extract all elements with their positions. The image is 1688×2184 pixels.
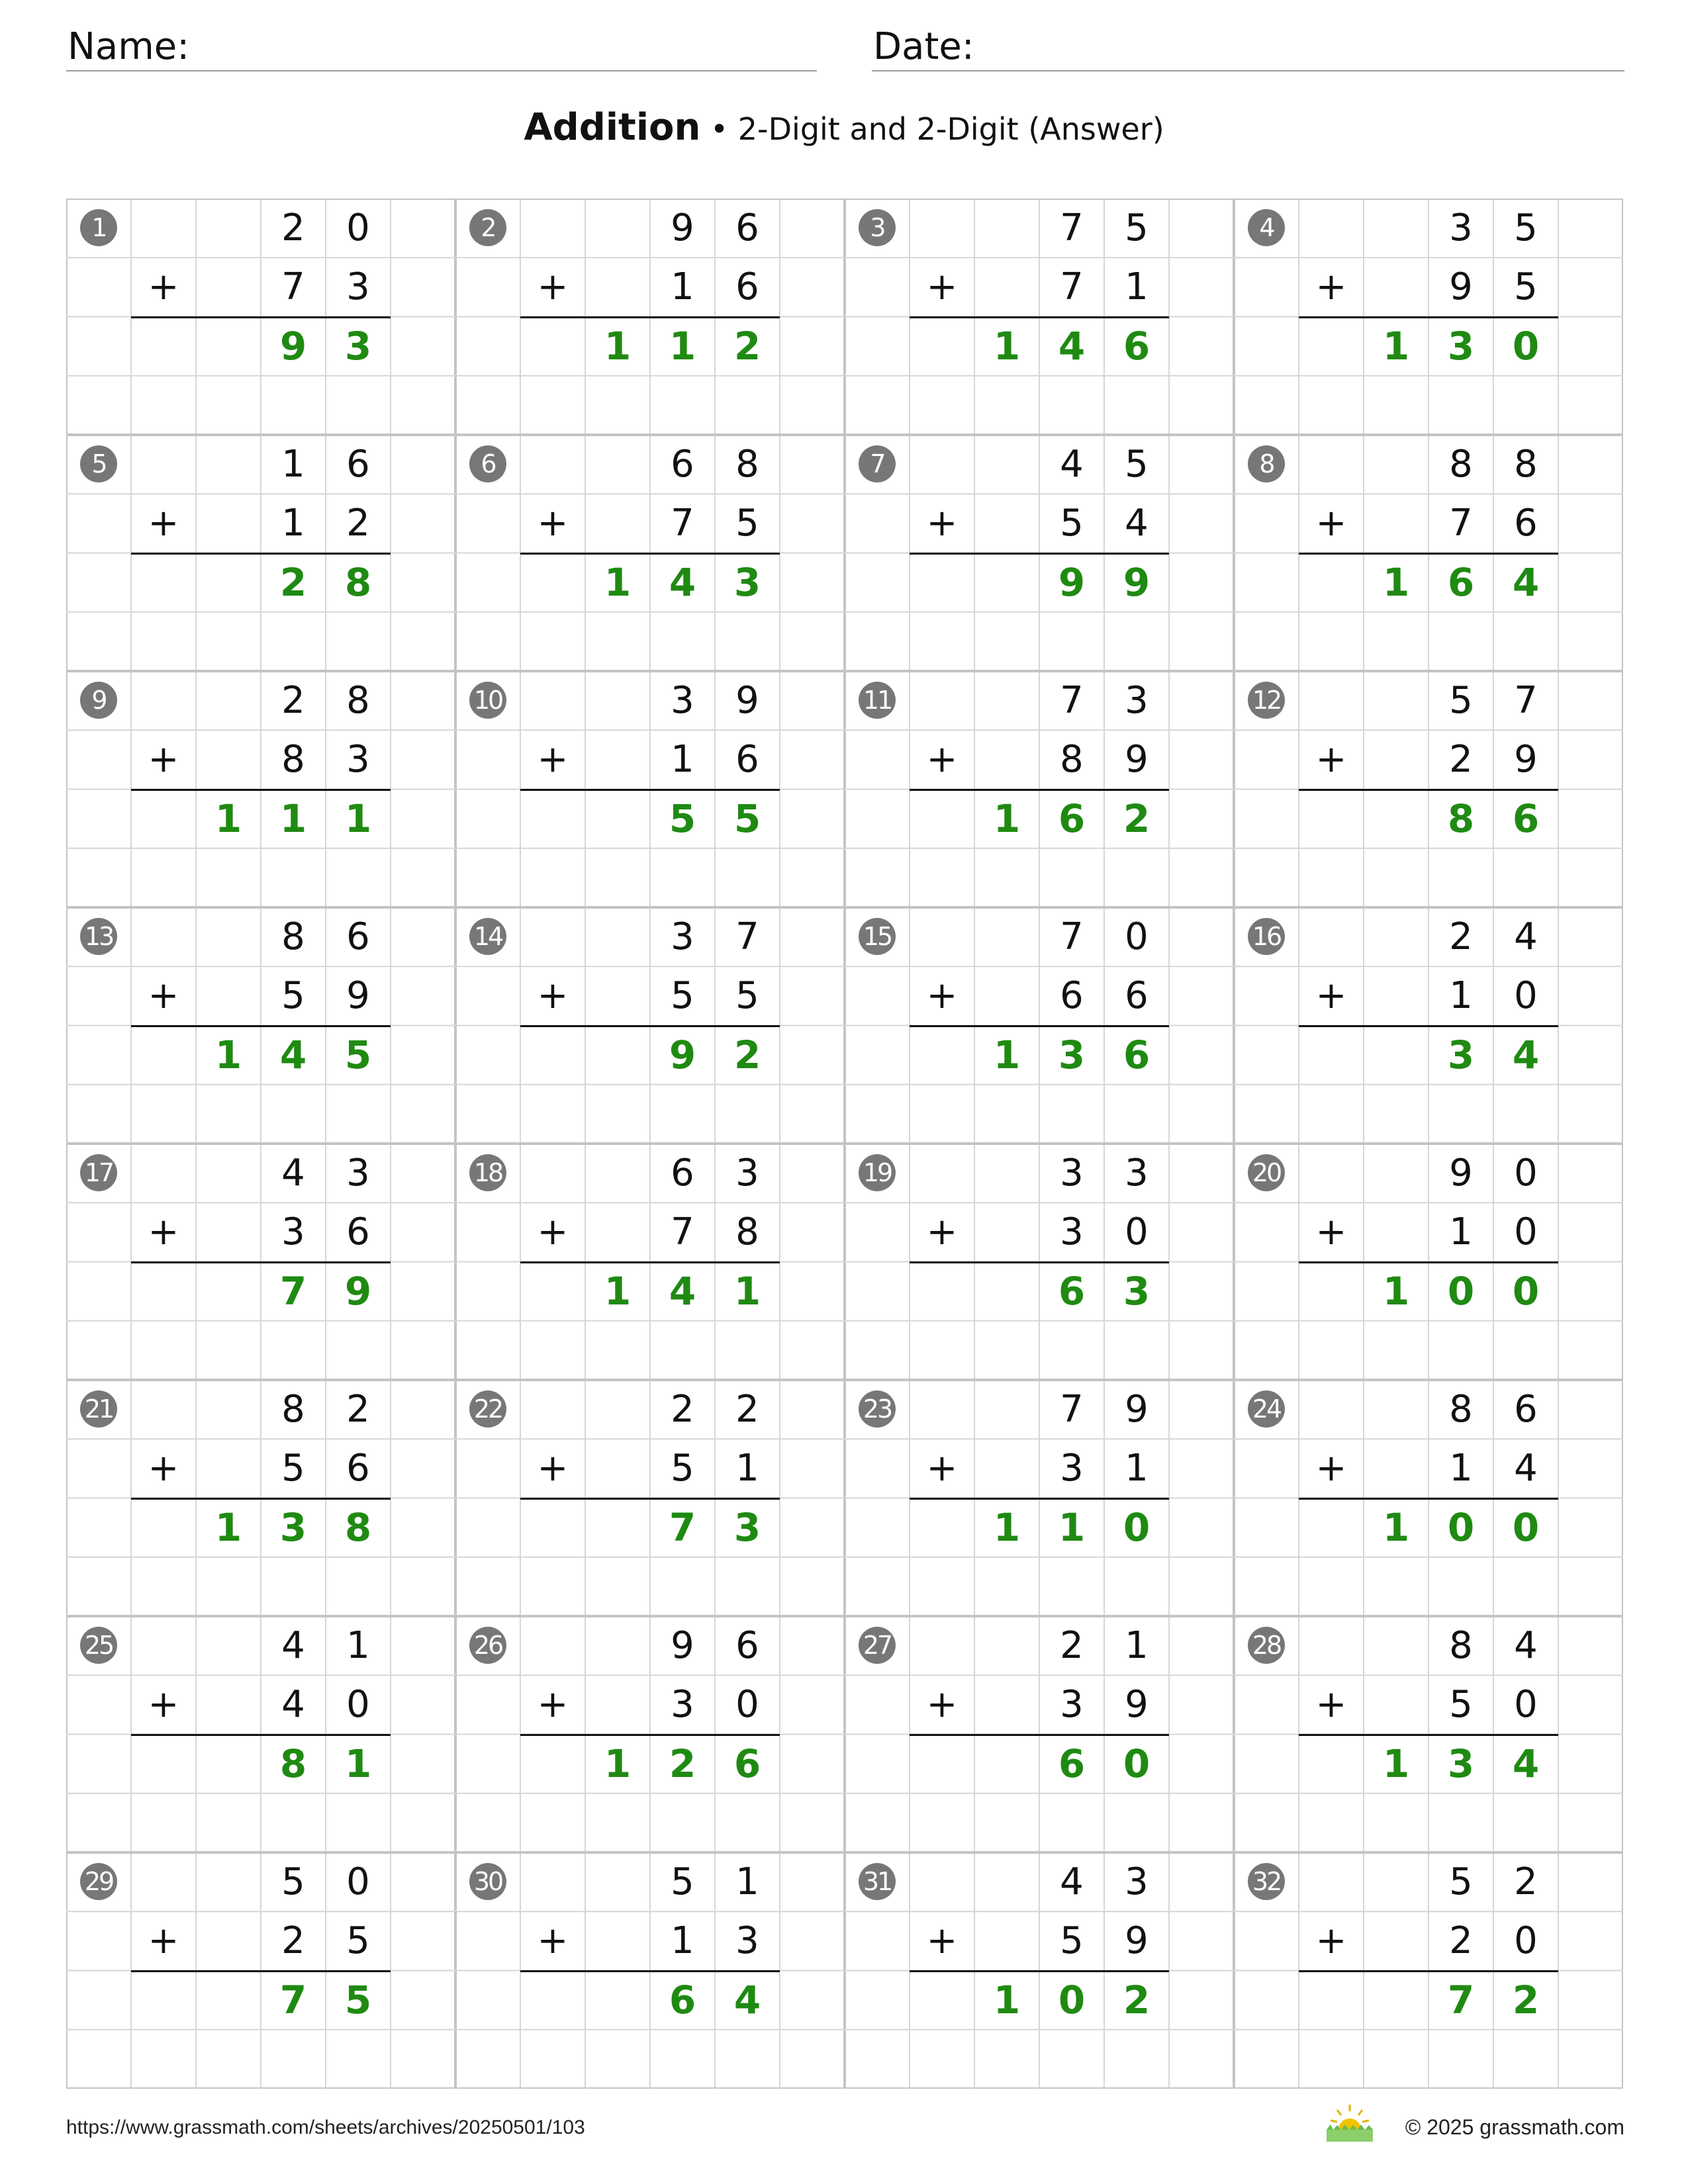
- addend-top-digit: 4: [281, 1152, 305, 1195]
- addend-top-digit: 9: [671, 1624, 694, 1668]
- addend-bottom-digit: 0: [1514, 1919, 1538, 1963]
- answer-digit: 3: [344, 324, 372, 369]
- problem-number-badge: 14: [469, 918, 506, 955]
- answer-digit: 8: [344, 1505, 372, 1551]
- answer-digit: 1: [1382, 560, 1410, 606]
- plus-sign: +: [537, 502, 569, 545]
- plus-sign: +: [148, 1683, 179, 1727]
- answer-digit: 0: [1123, 1505, 1150, 1551]
- footer-url: https://www.grassmath.com/sheets/archives/20250501/103: [66, 2116, 585, 2138]
- problem-number-badge: 20: [1248, 1154, 1285, 1191]
- plus-sign: +: [1315, 1919, 1347, 1963]
- plus-sign: +: [148, 265, 179, 309]
- answer-digit: 4: [1058, 324, 1086, 369]
- sun-over-grass-icon: [1324, 2102, 1376, 2143]
- answer-digit: 4: [1512, 560, 1540, 606]
- addend-bottom-digit: 2: [1449, 738, 1473, 782]
- addend-bottom-digit: 1: [1449, 974, 1473, 1018]
- problem-number-badge: 17: [80, 1154, 117, 1191]
- addend-bottom-digit: 2: [346, 502, 370, 545]
- addend-bottom-digit: 9: [1125, 1683, 1149, 1727]
- plus-sign: +: [926, 1683, 958, 1727]
- problem-number-badge: 9: [80, 682, 117, 719]
- plus-sign: +: [1315, 738, 1347, 782]
- answer-digit: 3: [733, 560, 761, 606]
- addend-bottom-digit: 4: [1125, 502, 1149, 545]
- answer-digit: 1: [214, 796, 242, 842]
- addend-top-digit: 3: [671, 915, 694, 959]
- addend-bottom-digit: 9: [1125, 1919, 1149, 1963]
- addend-top-digit: 5: [1449, 679, 1473, 723]
- addend-top-digit: 0: [1125, 915, 1149, 959]
- addend-top-digit: 9: [1125, 1388, 1149, 1432]
- answer-digit: 1: [1382, 1741, 1410, 1787]
- addend-bottom-digit: 0: [735, 1683, 759, 1727]
- plus-sign: +: [926, 265, 958, 309]
- problem-number-badge: 32: [1248, 1863, 1285, 1900]
- answer-digit: 9: [279, 324, 307, 369]
- addend-bottom-digit: 5: [671, 974, 694, 1018]
- addend-top-digit: 4: [1060, 443, 1084, 486]
- problem-number-badge: 31: [859, 1863, 896, 1900]
- plus-sign: +: [537, 1919, 569, 1963]
- answer-digit: 1: [604, 1269, 632, 1314]
- addend-top-digit: 3: [671, 679, 694, 723]
- answer-digit: 1: [604, 1741, 632, 1787]
- answer-digit: 9: [1058, 560, 1086, 606]
- problem-number-badge: 24: [1248, 1390, 1285, 1428]
- addend-top-digit: 6: [1514, 1388, 1538, 1432]
- addend-bottom-digit: 1: [281, 502, 305, 545]
- answer-digit: 1: [214, 1032, 242, 1078]
- problem-number-badge: 16: [1248, 918, 1285, 955]
- addend-top-digit: 6: [735, 206, 759, 250]
- addend-top-digit: 8: [1449, 443, 1473, 486]
- addend-bottom-digit: 5: [1060, 1919, 1084, 1963]
- answer-digit: 2: [279, 560, 307, 606]
- date-field[interactable]: [872, 20, 1624, 71]
- addend-top-digit: 8: [1514, 443, 1538, 486]
- plus-sign: +: [1315, 1683, 1347, 1727]
- answer-digit: 0: [1447, 1269, 1475, 1314]
- problem-number-badge: 11: [859, 682, 896, 719]
- answer-digit: 3: [1123, 1269, 1150, 1314]
- answer-digit: 7: [279, 1269, 307, 1314]
- addend-bottom-digit: 6: [1125, 974, 1149, 1018]
- addend-bottom-digit: 2: [281, 1919, 305, 1963]
- answer-digit: 1: [1058, 1505, 1086, 1551]
- answer-digit: 0: [1512, 1269, 1540, 1314]
- addend-top-digit: 0: [1514, 1152, 1538, 1195]
- plus-sign: +: [148, 1919, 179, 1963]
- answer-digit: 8: [1447, 796, 1475, 842]
- answer-digit: 1: [1382, 1269, 1410, 1314]
- problem-number-badge: 1: [80, 209, 117, 246]
- addend-bottom-digit: 6: [735, 265, 759, 309]
- addend-bottom-digit: 7: [671, 1210, 694, 1254]
- addend-top-digit: 8: [281, 1388, 305, 1432]
- answer-digit: 4: [279, 1032, 307, 1078]
- addend-top-digit: 5: [1125, 206, 1149, 250]
- addend-bottom-digit: 3: [1060, 1210, 1084, 1254]
- plus-sign: +: [926, 738, 958, 782]
- answer-digit: 5: [344, 1978, 372, 2023]
- addend-bottom-digit: 7: [1060, 265, 1084, 309]
- date-label: Date:: [873, 25, 974, 68]
- addend-top-digit: 3: [1125, 1860, 1149, 1904]
- addend-top-digit: 3: [346, 1152, 370, 1195]
- answer-digit: 2: [669, 1741, 696, 1787]
- answer-digit: 9: [669, 1032, 696, 1078]
- plus-sign: +: [537, 1683, 569, 1727]
- answer-digit: 6: [1123, 324, 1150, 369]
- addend-bottom-digit: 3: [281, 1210, 305, 1254]
- answer-digit: 6: [1512, 796, 1540, 842]
- addend-bottom-digit: 1: [671, 738, 694, 782]
- addend-top-digit: 2: [346, 1388, 370, 1432]
- addend-bottom-digit: 6: [735, 738, 759, 782]
- worksheet-title: [0, 106, 1688, 149]
- answer-digit: 2: [1512, 1978, 1540, 2023]
- addend-top-digit: 3: [1449, 206, 1473, 250]
- answer-digit: 6: [1447, 560, 1475, 606]
- problem-number-badge: 6: [469, 445, 506, 482]
- plus-sign: +: [926, 974, 958, 1018]
- answer-digit: 1: [604, 560, 632, 606]
- addend-top-digit: 2: [671, 1388, 694, 1432]
- answer-digit: 1: [1382, 1505, 1410, 1551]
- addend-top-digit: 7: [1514, 679, 1538, 723]
- plus-sign: +: [537, 1447, 569, 1490]
- plus-sign: +: [926, 1210, 958, 1254]
- problem-number-badge: 2: [469, 209, 506, 246]
- problem-number-badge: 12: [1248, 682, 1285, 719]
- answer-digit: 2: [1123, 796, 1150, 842]
- addend-bottom-digit: 3: [671, 1683, 694, 1727]
- problem-number-badge: 7: [859, 445, 896, 482]
- addend-bottom-digit: 8: [281, 738, 305, 782]
- problem-number-badge: 18: [469, 1154, 506, 1191]
- answer-digit: 2: [1123, 1978, 1150, 2023]
- answer-digit: 1: [993, 1505, 1021, 1551]
- addend-bottom-digit: 5: [281, 1447, 305, 1490]
- problem-number-badge: 19: [859, 1154, 896, 1191]
- addend-bottom-digit: 7: [281, 265, 305, 309]
- problem-number-badge: 4: [1248, 209, 1285, 246]
- problem-number-badge: 25: [80, 1627, 117, 1664]
- addend-bottom-digit: 9: [346, 974, 370, 1018]
- answer-digit: 4: [669, 1269, 696, 1314]
- addend-bottom-digit: 7: [1449, 502, 1473, 545]
- addend-bottom-digit: 5: [1449, 1683, 1473, 1727]
- addend-bottom-digit: 0: [346, 1683, 370, 1727]
- addend-bottom-digit: 7: [671, 502, 694, 545]
- addend-top-digit: 6: [671, 1152, 694, 1195]
- addend-bottom-digit: 5: [671, 1447, 694, 1490]
- name-label: Name:: [68, 25, 190, 68]
- answer-digit: 3: [279, 1505, 307, 1551]
- problem-number-badge: 22: [469, 1390, 506, 1428]
- addend-top-digit: 8: [281, 915, 305, 959]
- addend-top-digit: 6: [735, 1624, 759, 1668]
- answer-digit: 9: [1123, 560, 1150, 606]
- addend-top-digit: 3: [1125, 1152, 1149, 1195]
- plus-sign: +: [926, 1447, 958, 1490]
- problem-grid: [66, 199, 1623, 2089]
- answer-digit: 8: [279, 1741, 307, 1787]
- name-field[interactable]: [66, 20, 817, 71]
- title-bullet: •: [700, 111, 738, 147]
- addend-top-digit: 4: [1060, 1860, 1084, 1904]
- problem-number-badge: 8: [1248, 445, 1285, 482]
- title-sub: 2-Digit and 2-Digit (Answer): [737, 111, 1164, 147]
- answer-digit: 3: [1447, 324, 1475, 369]
- answer-digit: 4: [669, 560, 696, 606]
- addend-top-digit: 2: [735, 1388, 759, 1432]
- addend-top-digit: 6: [671, 443, 694, 486]
- answer-digit: 1: [669, 324, 696, 369]
- answer-digit: 1: [604, 324, 632, 369]
- addend-top-digit: 7: [1060, 206, 1084, 250]
- addend-top-digit: 1: [1125, 1624, 1149, 1668]
- addend-top-digit: 6: [346, 443, 370, 486]
- addend-top-digit: 5: [1125, 443, 1149, 486]
- answer-digit: 6: [1123, 1032, 1150, 1078]
- answer-digit: 2: [733, 1032, 761, 1078]
- problem-number-badge: 10: [469, 682, 506, 719]
- addend-bottom-digit: 2: [1449, 1919, 1473, 1963]
- plus-sign: +: [1315, 502, 1347, 545]
- addend-top-digit: 1: [346, 1624, 370, 1668]
- answer-digit: 0: [1512, 324, 1540, 369]
- problem-number-badge: 15: [859, 918, 896, 955]
- addend-top-digit: 7: [1060, 1388, 1084, 1432]
- plus-sign: +: [537, 265, 569, 309]
- answer-digit: 5: [669, 796, 696, 842]
- answer-digit: 7: [1447, 1978, 1475, 2023]
- addend-top-digit: 8: [346, 679, 370, 723]
- answer-digit: 3: [733, 1505, 761, 1551]
- addend-bottom-digit: 1: [1449, 1447, 1473, 1490]
- addend-top-digit: 7: [735, 915, 759, 959]
- addend-top-digit: 3: [1125, 679, 1149, 723]
- answer-digit: 1: [279, 796, 307, 842]
- addend-bottom-digit: 3: [346, 265, 370, 309]
- addend-top-digit: 5: [1514, 206, 1538, 250]
- answer-digit: 4: [1512, 1741, 1540, 1787]
- problem-number-badge: 28: [1248, 1627, 1285, 1664]
- addend-bottom-digit: 0: [1514, 1210, 1538, 1254]
- plus-sign: +: [537, 1210, 569, 1254]
- addend-bottom-digit: 1: [1125, 1447, 1149, 1490]
- problem-number-badge: 26: [469, 1627, 506, 1664]
- answer-digit: 5: [733, 796, 761, 842]
- addend-top-digit: 6: [346, 915, 370, 959]
- addend-top-digit: 1: [735, 1860, 759, 1904]
- answer-digit: 1: [214, 1505, 242, 1551]
- problem-number-badge: 29: [80, 1863, 117, 1900]
- addend-bottom-digit: 4: [281, 1683, 305, 1727]
- answer-digit: 3: [1058, 1032, 1086, 1078]
- addend-top-digit: 2: [281, 206, 305, 250]
- addend-bottom-digit: 5: [1514, 265, 1538, 309]
- addend-bottom-digit: 6: [346, 1447, 370, 1490]
- addend-bottom-digit: 1: [1449, 1210, 1473, 1254]
- plus-sign: +: [148, 738, 179, 782]
- answer-digit: 9: [344, 1269, 372, 1314]
- plus-sign: +: [148, 1447, 179, 1490]
- plus-sign: +: [148, 1210, 179, 1254]
- answer-digit: 1: [344, 1741, 372, 1787]
- addend-bottom-digit: 1: [671, 1919, 694, 1963]
- problem-number-badge: 23: [859, 1390, 896, 1428]
- answer-digit: 4: [733, 1978, 761, 2023]
- addend-top-digit: 5: [281, 1860, 305, 1904]
- addend-bottom-digit: 6: [1514, 502, 1538, 545]
- answer-digit: 0: [1447, 1505, 1475, 1551]
- answer-digit: 0: [1123, 1741, 1150, 1787]
- addend-top-digit: 8: [1449, 1388, 1473, 1432]
- addend-top-digit: 8: [735, 443, 759, 486]
- addend-top-digit: 0: [346, 206, 370, 250]
- problem-number-badge: 5: [80, 445, 117, 482]
- problem-number-badge: 30: [469, 1863, 506, 1900]
- answer-digit: 2: [733, 324, 761, 369]
- answer-digit: 1: [733, 1269, 761, 1314]
- addend-top-digit: 2: [1514, 1860, 1538, 1904]
- answer-digit: 4: [1512, 1032, 1540, 1078]
- addend-bottom-digit: 9: [1449, 265, 1473, 309]
- addend-top-digit: 8: [1449, 1624, 1473, 1668]
- plus-sign: +: [148, 974, 179, 1018]
- addend-top-digit: 2: [1060, 1624, 1084, 1668]
- answer-digit: 0: [1512, 1505, 1540, 1551]
- addend-bottom-digit: 3: [1060, 1683, 1084, 1727]
- addend-bottom-digit: 9: [1125, 738, 1149, 782]
- addend-top-digit: 4: [281, 1624, 305, 1668]
- addend-bottom-digit: 6: [346, 1210, 370, 1254]
- addend-bottom-digit: 5: [735, 502, 759, 545]
- answer-digit: 3: [1447, 1032, 1475, 1078]
- addend-bottom-digit: 5: [1060, 502, 1084, 545]
- answer-digit: 6: [1058, 1269, 1086, 1314]
- problem-number-badge: 21: [80, 1390, 117, 1428]
- problem-number-badge: 3: [859, 209, 896, 246]
- answer-digit: 6: [1058, 1741, 1086, 1787]
- addend-bottom-digit: 8: [735, 1210, 759, 1254]
- answer-digit: 1: [1382, 324, 1410, 369]
- addend-top-digit: 1: [281, 443, 305, 486]
- problem-number-badge: 27: [859, 1627, 896, 1664]
- addend-top-digit: 3: [735, 1152, 759, 1195]
- addend-top-digit: 4: [1514, 1624, 1538, 1668]
- addend-bottom-digit: 1: [1125, 265, 1149, 309]
- addend-bottom-digit: 1: [671, 265, 694, 309]
- addend-top-digit: 2: [1449, 915, 1473, 959]
- plus-sign: +: [926, 1919, 958, 1963]
- answer-digit: 7: [279, 1978, 307, 2023]
- addend-top-digit: 4: [1514, 915, 1538, 959]
- addend-top-digit: 5: [671, 1860, 694, 1904]
- problem-number-badge: 13: [80, 918, 117, 955]
- answer-digit: 6: [733, 1741, 761, 1787]
- title-main: Addition: [524, 106, 701, 149]
- addend-top-digit: 9: [1449, 1152, 1473, 1195]
- answer-digit: 5: [344, 1032, 372, 1078]
- addend-bottom-digit: 0: [1125, 1210, 1149, 1254]
- addend-bottom-digit: 8: [1060, 738, 1084, 782]
- addend-top-digit: 5: [1449, 1860, 1473, 1904]
- addend-top-digit: 9: [671, 206, 694, 250]
- addend-top-digit: 7: [1060, 915, 1084, 959]
- plus-sign: +: [537, 974, 569, 1018]
- addend-bottom-digit: 1: [735, 1447, 759, 1490]
- addend-bottom-digit: 3: [1060, 1447, 1084, 1490]
- plus-sign: +: [537, 738, 569, 782]
- addend-bottom-digit: 3: [735, 1919, 759, 1963]
- answer-digit: 1: [993, 1978, 1021, 2023]
- addend-bottom-digit: 5: [735, 974, 759, 1018]
- answer-digit: 7: [669, 1505, 696, 1551]
- answer-digit: 0: [1058, 1978, 1086, 2023]
- answer-digit: 8: [344, 560, 372, 606]
- answer-digit: 6: [1058, 796, 1086, 842]
- plus-sign: +: [1315, 974, 1347, 1018]
- addend-bottom-digit: 0: [1514, 974, 1538, 1018]
- addend-bottom-digit: 5: [281, 974, 305, 1018]
- addend-bottom-digit: 5: [346, 1919, 370, 1963]
- addend-bottom-digit: 3: [346, 738, 370, 782]
- plus-sign: +: [1315, 1447, 1347, 1490]
- addend-bottom-digit: 6: [1060, 974, 1084, 1018]
- answer-digit: 6: [669, 1978, 696, 2023]
- addend-bottom-digit: 0: [1514, 1683, 1538, 1727]
- addend-top-digit: 7: [1060, 679, 1084, 723]
- addend-bottom-digit: 9: [1514, 738, 1538, 782]
- answer-digit: 3: [1447, 1741, 1475, 1787]
- plus-sign: +: [148, 502, 179, 545]
- answer-digit: 1: [993, 1032, 1021, 1078]
- addend-bottom-digit: 4: [1514, 1447, 1538, 1490]
- answer-digit: 1: [993, 796, 1021, 842]
- answer-digit: 1: [993, 324, 1021, 369]
- addend-top-digit: 9: [735, 679, 759, 723]
- plus-sign: +: [926, 502, 958, 545]
- plus-sign: +: [1315, 1210, 1347, 1254]
- footer-copyright: © 2025 grassmath.com: [1405, 2115, 1624, 2139]
- addend-top-digit: 2: [281, 679, 305, 723]
- answer-digit: 1: [344, 796, 372, 842]
- addend-top-digit: 3: [1060, 1152, 1084, 1195]
- addend-top-digit: 0: [346, 1860, 370, 1904]
- plus-sign: +: [1315, 265, 1347, 309]
